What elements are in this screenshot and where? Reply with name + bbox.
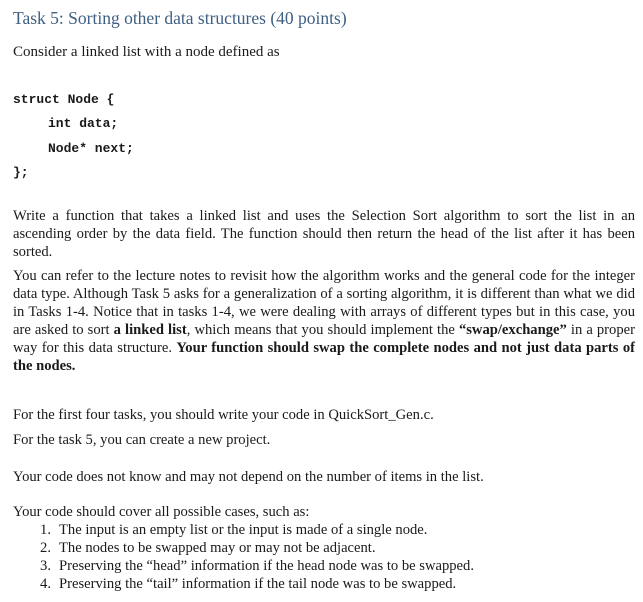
list-item-number: 2. [40, 540, 51, 556]
cases-intro: Your code should cover all possible cases, such as: [13, 504, 310, 520]
para2-bold-requirement: Your function should swap the complete nodes and not just data parts of the nodes. [13, 340, 635, 374]
code-line-next: Node* next; [48, 141, 134, 156]
para2-bold-linked-list: a linked list [113, 322, 187, 338]
paragraph-selection-sort [13, 207, 635, 261]
note-new-project: For the task 5, you can create a new project. [13, 432, 271, 448]
cases-list [13, 521, 474, 593]
paragraph-swap-instructions-text [13, 267, 635, 375]
list-item-text: Preserving the “head” information if the head node was to be swapped. [59, 558, 474, 574]
list-item [13, 575, 474, 593]
note-quicksort-file: For the first four tasks, you should write your code in QuickSort_Gen.c. [13, 407, 434, 423]
para2-part3: in a proper way for this data structure. [13, 322, 635, 356]
task-title: Task 5: Sorting other data structures (40 points) [13, 8, 347, 28]
list-item-number: 1. [40, 522, 51, 538]
list-item [13, 521, 474, 539]
code-line-data: int data; [48, 116, 119, 131]
para2-part1: You can refer to the lecture notes to revisit how the algorithm works and the general code for the integer data type. Although Task 5 asks for a generalization of a sorting algorithm, it is different than what we did in Tasks 1-4. Notice that in tasks 1-4, we were dealing with arrays of different types but in this case, you are asked to sort [13, 268, 635, 338]
list-item [13, 557, 474, 575]
code-line-struct: struct Node { [13, 92, 115, 107]
list-item-text: The nodes to be swapped may or may not be adjacent. [59, 540, 376, 556]
code-line-close: }; [13, 165, 29, 180]
list-item-text: The input is an empty list or the input is made of a single node. [59, 522, 428, 538]
para2-bold-swap: “swap/exchange” [458, 322, 567, 338]
paragraph-swap-instructions [13, 267, 635, 375]
intro-text: Consider a linked list with a node defined as [13, 44, 280, 60]
list-item [13, 539, 474, 557]
paragraph-selection-sort-text: Write a function that takes a linked list and uses the Selection Sort algorithm to sort the list in an ascending order by the data field. The function should then return the head of the list after it has been sorted. [13, 208, 635, 260]
list-item-number: 3. [40, 558, 51, 574]
note-item-count: Your code does not know and may not depend on the number of items in the list. [13, 469, 484, 485]
list-item-number: 4. [40, 576, 51, 592]
para2-part2: , which means that you should implement the [186, 322, 459, 338]
list-item-text: Preserving the “tail” information if the tail node was to be swapped. [59, 576, 457, 592]
